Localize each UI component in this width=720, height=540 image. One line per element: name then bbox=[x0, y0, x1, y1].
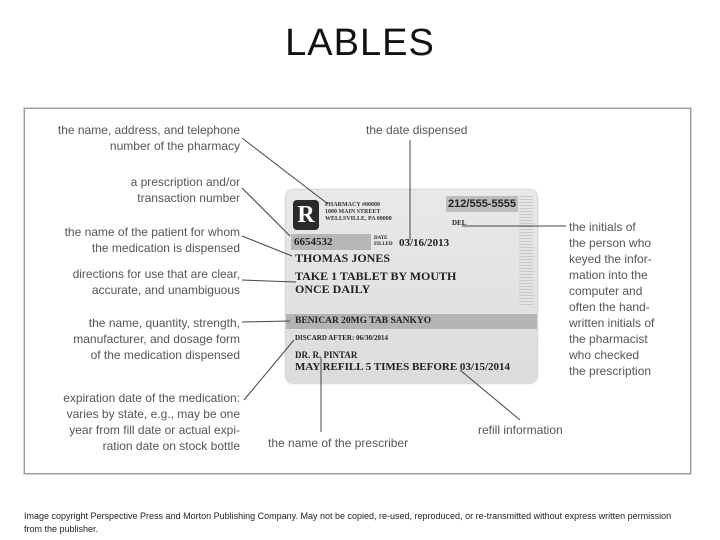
callout-refill-info: refill information bbox=[478, 423, 563, 437]
copyright-notice: Image copyright Perspective Press and Morton Publishing Company. May not be copied, re-used, reproduced, or re-transmitted without express written permission from the publisher. bbox=[24, 511, 672, 534]
directions-text: TAKE 1 TABLET BY MOUTH ONCE DAILY bbox=[295, 269, 457, 296]
slide-title: LABLES bbox=[285, 22, 435, 64]
callout-date-dispensed: the date dispensed bbox=[366, 123, 468, 137]
callout-pharmacy-info: the name, address, and telephone number of the pharmacy bbox=[57, 123, 240, 153]
prescriber-name: DR. R. PINTAR bbox=[295, 350, 358, 360]
prescription-label bbox=[286, 190, 537, 383]
refill-line: MAY REFILL 5 TIMES BEFORE 03/15/2014 bbox=[295, 361, 511, 373]
date-filled-value: 03/16/2013 bbox=[399, 237, 450, 249]
pharmacy-logo: R bbox=[293, 200, 319, 230]
label-side-fine-print bbox=[519, 194, 533, 306]
rx-number: 6654532 bbox=[291, 234, 371, 250]
pharmacy-phone: 212/555-5555 bbox=[446, 196, 518, 212]
del-field: DEL bbox=[452, 219, 467, 227]
callout-initials: the initials of the person who keyed the infor- mation into the computer and often the hand- written initials of the pharmacist who checked the prescription bbox=[569, 220, 655, 378]
callout-expiration: expiration date of the medication: varies by state, e.g., may be one year from fill date or actual expi- ration date on stock bottle bbox=[63, 391, 240, 453]
callout-prescriber: the name of the prescriber bbox=[268, 436, 409, 450]
callout-patient-name: the name of the patient for whom the medication is dispensed bbox=[64, 225, 240, 255]
date-filled-tag: DATE FILLED bbox=[374, 236, 393, 247]
drug-name: BENICAR 20MG TAB SANKYO bbox=[286, 314, 537, 329]
callout-prescription-number: a prescription and/or transaction number bbox=[130, 175, 240, 205]
discard-after: DISCARD AFTER: 06/30/2014 bbox=[295, 334, 388, 342]
patient-name: THOMAS JONES bbox=[295, 251, 391, 265]
pharmacy-address: PHARMACY #00000 1000 MAIN STREET WELLSVILLE, PA 00000 bbox=[325, 202, 392, 222]
callout-directions: directions for use that are clear, accurate, and unambiguous bbox=[72, 267, 240, 297]
callout-medication: the name, quantity, strength, manufacturer, and dosage form of the medication dispensed bbox=[73, 316, 240, 362]
